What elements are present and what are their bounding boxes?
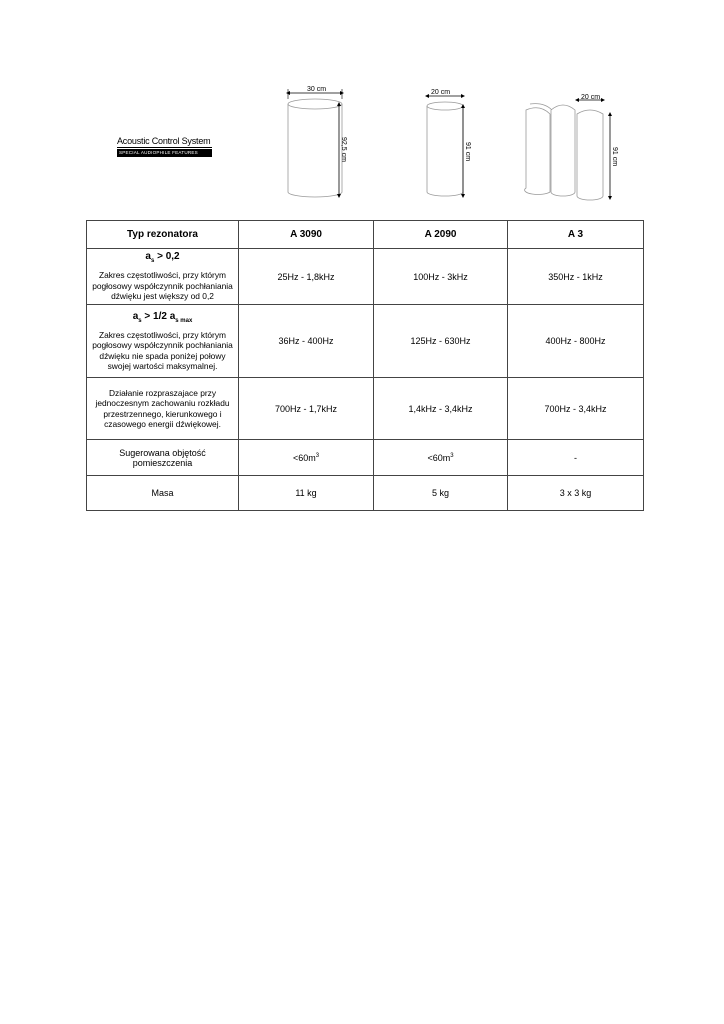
value-cell: 5 kg — [374, 476, 508, 511]
a3-height-label: 91 cm — [611, 147, 618, 167]
table-row — [87, 305, 644, 378]
a3090-width-label: 30 cm — [307, 86, 327, 93]
value-cell: 700Hz - 1,7kHz — [239, 378, 374, 440]
row-title: $a_s > 1/2$ $a_{s max}$ — [132, 310, 193, 324]
logo-subtitle: SPECIAL AUDIOPHILE FEATURES — [117, 149, 212, 157]
value-cell: 100Hz - 3kHz — [374, 249, 508, 305]
value-cell: 1,4kHz - 3,4kHz — [374, 378, 508, 440]
a2090-width-label: 20 cm — [431, 89, 451, 96]
table-row — [87, 440, 644, 476]
value-cell: $<60m^3$ — [239, 440, 374, 476]
value-cell: 3 x 3 kg — [508, 476, 644, 511]
header-a2090: A 2090 — [374, 221, 508, 249]
value-cell: 700Hz - 3,4kHz — [508, 378, 644, 440]
value-cell: 25Hz - 1,8kHz — [239, 249, 374, 305]
value-cell: 400Hz - 800Hz — [508, 305, 644, 378]
row-label: Masa — [87, 476, 239, 511]
value-cell: 11 kg — [239, 476, 374, 511]
a3-drawing — [525, 94, 618, 200]
header-a3: A 3 — [508, 221, 644, 249]
a2090-drawing — [427, 89, 471, 196]
value-cell: 36Hz - 400Hz — [239, 305, 374, 378]
a3090-height-label: 92,5 cm — [340, 137, 347, 162]
header-type: Typ rezonatora — [87, 221, 239, 249]
value-cell: - — [508, 440, 644, 476]
a3090-drawing — [288, 86, 347, 197]
resonator-spec-table — [86, 220, 644, 511]
table-row — [87, 476, 644, 511]
row-label — [87, 305, 239, 378]
a3-width-label: 20 cm — [581, 94, 601, 101]
product-drawings — [0, 0, 724, 215]
row-description: Zakres częstotliwości, przy którym pogłosowy współczynnik pochłaniania dźwięku jest większy od 0,2 — [92, 270, 233, 302]
row-label — [87, 378, 239, 440]
row-description: Zakres częstotliwości, przy którym pogłosowy współczynnik pochłaniania dźwięku nie spada poniżej połowy swojej wartości maksymalnej. — [92, 329, 233, 371]
value-cell: 350Hz - 1kHz — [508, 249, 644, 305]
value-cell: $<60m^3$ — [374, 440, 508, 476]
row-label: Sugerowana objętość pomieszczenia — [87, 440, 239, 476]
row-label — [87, 249, 239, 305]
table-row — [87, 249, 644, 305]
row-description: Działanie rozpraszajace przy jednoczesnym zachowaniu rozkładu przestrzennego, kierunkowego i czasowego energii dźwiękowej. — [95, 387, 230, 429]
logo-title: Acoustic Control System — [117, 136, 211, 146]
table-row — [87, 378, 644, 440]
value-cell: 125Hz - 630Hz — [374, 305, 508, 378]
header-a3090: A 3090 — [239, 221, 374, 249]
table-header-row — [87, 221, 644, 249]
row-title: $a_s > 0,2$ — [145, 251, 180, 265]
a2090-height-label: 91 cm — [464, 142, 471, 162]
